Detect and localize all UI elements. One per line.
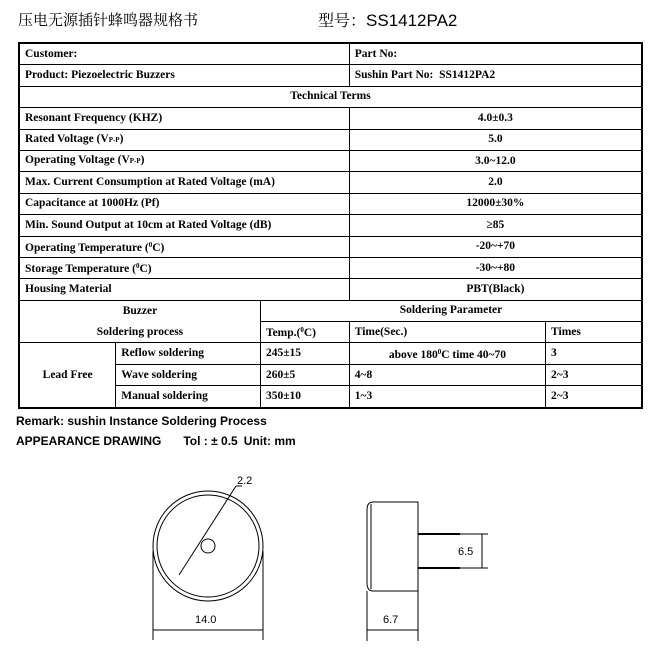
height-label: 6.7 — [383, 614, 399, 626]
product-label: Product: Piezoelectric Buzzers — [19, 65, 349, 86]
housing-outline — [367, 502, 418, 591]
min-sound-label: Min. Sound Output at 10cm at Rated Voltage (dB) — [19, 215, 349, 236]
sushin-part-no — [349, 65, 642, 86]
operating-voltage-label — [19, 150, 349, 171]
resonant-frequency-label: Resonant Frequency (KHZ) — [19, 108, 349, 129]
operating-voltage-label-close: ) — [140, 154, 145, 167]
appearance-title: APPEARANCE DRAWING — [16, 434, 162, 448]
specification-table — [18, 42, 643, 409]
max-current-value: 2.0 — [349, 172, 642, 193]
rated-voltage-label-text: Rated Voltage (V — [25, 132, 109, 145]
sushin-part-value: SS1412PA2 — [439, 69, 496, 82]
operating-temperature-label-unit: C) — [152, 241, 165, 254]
temp-column-header — [260, 322, 349, 343]
appearance-drawing — [0, 455, 662, 665]
hole-diameter-label: 2.2 — [237, 475, 253, 487]
storage-temperature-value: -30~+80 — [349, 257, 642, 278]
storage-temperature-label-unit: C) — [139, 263, 152, 276]
soldering-process-wave: Wave soldering — [116, 364, 261, 385]
storage-temperature-label-text: Storage Temperature ( — [25, 263, 136, 276]
manual-times: 2~3 — [546, 386, 642, 408]
technical-terms-heading: Technical Terms — [19, 86, 642, 107]
housing-material-value: PBT(Black) — [349, 279, 642, 300]
manual-temp: 350±10 — [260, 386, 349, 408]
operating-voltage-label-sub: P-P — [129, 157, 141, 166]
sound-hole — [201, 539, 215, 553]
part-no-label: Part No: — [349, 43, 642, 65]
max-current-label: Max. Current Consumption at Rated Voltage (mA) — [19, 172, 349, 193]
operating-temperature-label-text: Operating Temperature ( — [25, 241, 149, 254]
housing-material-label: Housing Material — [19, 279, 349, 300]
model-number — [318, 8, 457, 31]
customer-label: Customer: — [19, 43, 349, 65]
wave-times: 2~3 — [546, 364, 642, 385]
rated-voltage-label-sub: P-P — [108, 135, 120, 144]
temp-column-unit: C) — [303, 327, 316, 340]
wave-temp: 260±5 — [260, 364, 349, 385]
rated-voltage-value: 5.0 — [349, 129, 642, 150]
reflow-time — [349, 343, 545, 364]
soldering-process-reflow: Reflow soldering — [116, 343, 261, 364]
resonant-frequency-value: 4.0±0.3 — [349, 108, 642, 129]
outer-diameter-label: 14.0 — [195, 614, 217, 626]
pin-spacing-label: 6.5 — [458, 546, 474, 558]
rated-voltage-label-close: ) — [119, 132, 124, 145]
model-label: 型号： — [318, 11, 367, 30]
tolerance-text: Tol : ± 0.5 — [183, 434, 238, 448]
wave-time: 4~8 — [349, 364, 545, 385]
document-title: 压电无源插针蜂鸣器规格书 — [18, 11, 199, 29]
remark-text: Remark: sushin Instance Soldering Process — [16, 414, 267, 428]
soldering-parameter-heading: Soldering Parameter — [260, 300, 642, 321]
storage-temperature-label-sup: 0 — [135, 262, 140, 271]
operating-voltage-label-text: Operating Voltage (V — [25, 154, 130, 167]
reflow-time-text: above 180 — [388, 348, 438, 361]
reflow-temp: 245±15 — [260, 343, 349, 364]
rated-voltage-label — [19, 129, 349, 150]
sushin-part-label: Sushin Part No: — [354, 69, 434, 82]
times-column-header: Times — [546, 322, 642, 343]
soldering-process-manual: Manual soldering — [116, 386, 261, 408]
appearance-heading — [16, 434, 296, 448]
lead-free-label: Lead Free — [19, 343, 116, 408]
model-value: SS1412PA2 — [366, 11, 458, 30]
capacitance-label: Capacitance at 1000Hz (Pf) — [19, 193, 349, 214]
capacitance-value: 12000±30% — [349, 193, 642, 214]
min-sound-value: ≥85 — [349, 215, 642, 236]
storage-temperature-label — [19, 257, 349, 278]
reflow-time-tail: C time 40~70 — [441, 348, 506, 361]
temp-column-sup: 0 — [300, 326, 304, 335]
operating-temperature-value: -20~+70 — [349, 236, 642, 257]
soldering-process-heading: Soldering process — [19, 322, 260, 343]
temp-column-text: Temp.( — [265, 327, 301, 340]
reflow-time-sup: 0 — [437, 347, 442, 356]
reflow-times: 3 — [546, 343, 642, 364]
time-column-header: Time(Sec.) — [349, 322, 545, 343]
operating-temperature-label — [19, 236, 349, 257]
buzzer-heading: Buzzer — [19, 300, 260, 321]
manual-time: 1~3 — [349, 386, 545, 408]
operating-temperature-label-sup: 0 — [148, 240, 153, 249]
inner-ring — [157, 495, 259, 597]
outer-ring — [153, 491, 263, 601]
operating-voltage-value: 3.0~12.0 — [349, 150, 642, 171]
unit-text: Unit: mm — [243, 434, 296, 448]
